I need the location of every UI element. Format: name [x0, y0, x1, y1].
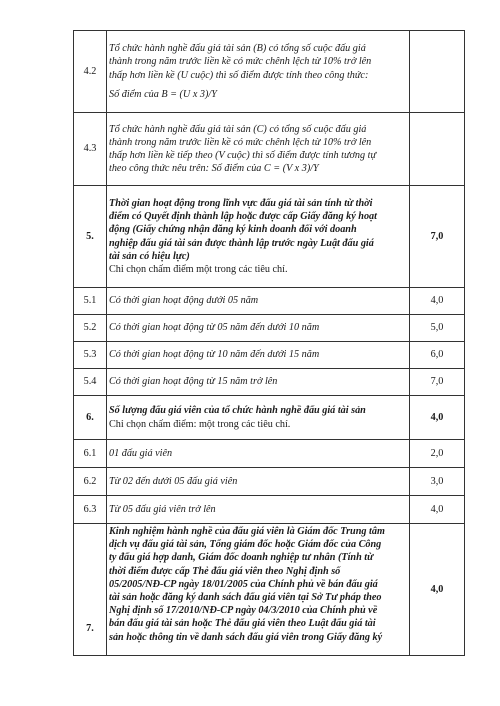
- table-row: [74, 186, 465, 288]
- criterion-text: Tổ chức hành nghề đấu giá tài sản (C) có tổng số cuộc đấu giá thành trong năm trước liền kề có mức chênh lệch từ 10% trở lên thấp hơn liền kề tiếp theo (V cuộc) thì số điểm được tính tương tự theo công thức nêu trên: Số điểm của C = (V x 3)/Y: [107, 113, 410, 186]
- row-number: 5.4: [74, 369, 107, 396]
- criterion-text: Kinh nghiệm hành nghề của đấu giá viên là Giám đốc Trung tâm dịch vụ đấu giá tài sản, Tổng giám đốc hoặc Giám đốc của Công ty đấu giá hợp danh, Giám đốc doanh nghiệp tư nhân (Tính từ thời điểm được cấp Thẻ đấu giá viên theo Nghị định số 05/2005/NĐ-CP ngày 18/01/2005 của Chính phủ về bán đấu giá tài sản hoặc đăng ký danh sách đấu giá viên tại Sở Tư pháp theo Nghị định số 17/2010/NĐ-CP ngày 04/3/2010 của Chính phủ về bán đấu giá tài sản hoặc Thẻ đấu giá viên theo Luật đấu giá tài sản hoặc thông tin về danh sách đấu giá viên trong Giấy đăng ký: [107, 524, 410, 656]
- table-row: [74, 315, 465, 342]
- score-cell: 6,0: [410, 342, 465, 369]
- criterion-note: Chỉ chọn chấm điểm: một trong các tiêu chí.: [109, 418, 291, 430]
- criterion-text: Có thời gian hoạt động từ 05 năm đến dưới 10 năm: [107, 315, 410, 342]
- table-row: [74, 468, 465, 496]
- row-number: 6.: [74, 396, 107, 440]
- row-number: 5.: [74, 186, 107, 288]
- criterion-text: Có thời gian hoạt động từ 15 năm trở lên: [107, 369, 410, 396]
- table-row: [74, 524, 465, 656]
- row-number: 4.3: [74, 113, 107, 186]
- score-cell: 4,0: [410, 496, 465, 524]
- table-row: [74, 288, 465, 315]
- row-number: 4.2: [74, 31, 107, 113]
- criterion-note: Chỉ chọn chấm điểm một trong các tiêu chí.: [109, 263, 288, 275]
- score-cell: 7,0: [410, 369, 465, 396]
- criterion-text: Số lượng đấu giá viên của tổ chức hành nghề đấu giá tài sản Chỉ chọn chấm điểm: một trong các tiêu chí.: [107, 396, 410, 440]
- table-row: [74, 369, 465, 396]
- criterion-text: Thời gian hoạt động trong lĩnh vực đấu giá tài sản tính từ thời điểm có Quyết định thành lập hoặc được cấp Giấy đăng ký hoạt động (Giấy chứng nhận đăng ký kinh doanh đối với doanh nghiệp đấu giá tài sản được thành lập trước ngày Luật đấu giá tài sản có hiệu lực) Chỉ chọn chấm điểm một trong các tiêu chí.: [107, 186, 410, 288]
- scoring-table: [73, 30, 465, 656]
- table-row: [74, 113, 465, 186]
- row-number: 5.3: [74, 342, 107, 369]
- score-cell: [410, 31, 465, 113]
- score-cell: 4,0: [410, 396, 465, 440]
- row-number: 6.2: [74, 468, 107, 496]
- table-row: [74, 396, 465, 440]
- score-cell: 3,0: [410, 468, 465, 496]
- row-number: 7.: [74, 524, 107, 656]
- table-row: [74, 31, 465, 113]
- criterion-text: Từ 02 đến dưới 05 đấu giá viên: [107, 468, 410, 496]
- table-row: [74, 440, 465, 468]
- score-cell: 2,0: [410, 440, 465, 468]
- row-number: 6.1: [74, 440, 107, 468]
- score-cell: 4,0: [410, 288, 465, 315]
- criterion-text: Từ 05 đấu giá viên trở lên: [107, 496, 410, 524]
- criterion-text: Có thời gian hoạt động dưới 05 năm: [107, 288, 410, 315]
- score-cell: 4,0: [410, 524, 465, 656]
- score-cell: [410, 113, 465, 186]
- table-row: [74, 342, 465, 369]
- criterion-text: 01 đấu giá viên: [107, 440, 410, 468]
- table-row: [74, 496, 465, 524]
- criterion-text: Có thời gian hoạt động từ 10 năm đến dưới 15 năm: [107, 342, 410, 369]
- row-number: 6.3: [74, 496, 107, 524]
- row-number: 5.1: [74, 288, 107, 315]
- score-cell: 7,0: [410, 186, 465, 288]
- row-number: 5.2: [74, 315, 107, 342]
- criterion-text: Tổ chức hành nghề đấu giá tài sản (B) có tổng số cuộc đấu giá thành trong năm trước liền kề có mức chênh lệch từ 10% trở lên thấp hơn liền kề (U cuộc) thì số điểm được tính theo công thức: Số điểm của B = (U x 3)/Y: [107, 31, 410, 113]
- score-cell: 5,0: [410, 315, 465, 342]
